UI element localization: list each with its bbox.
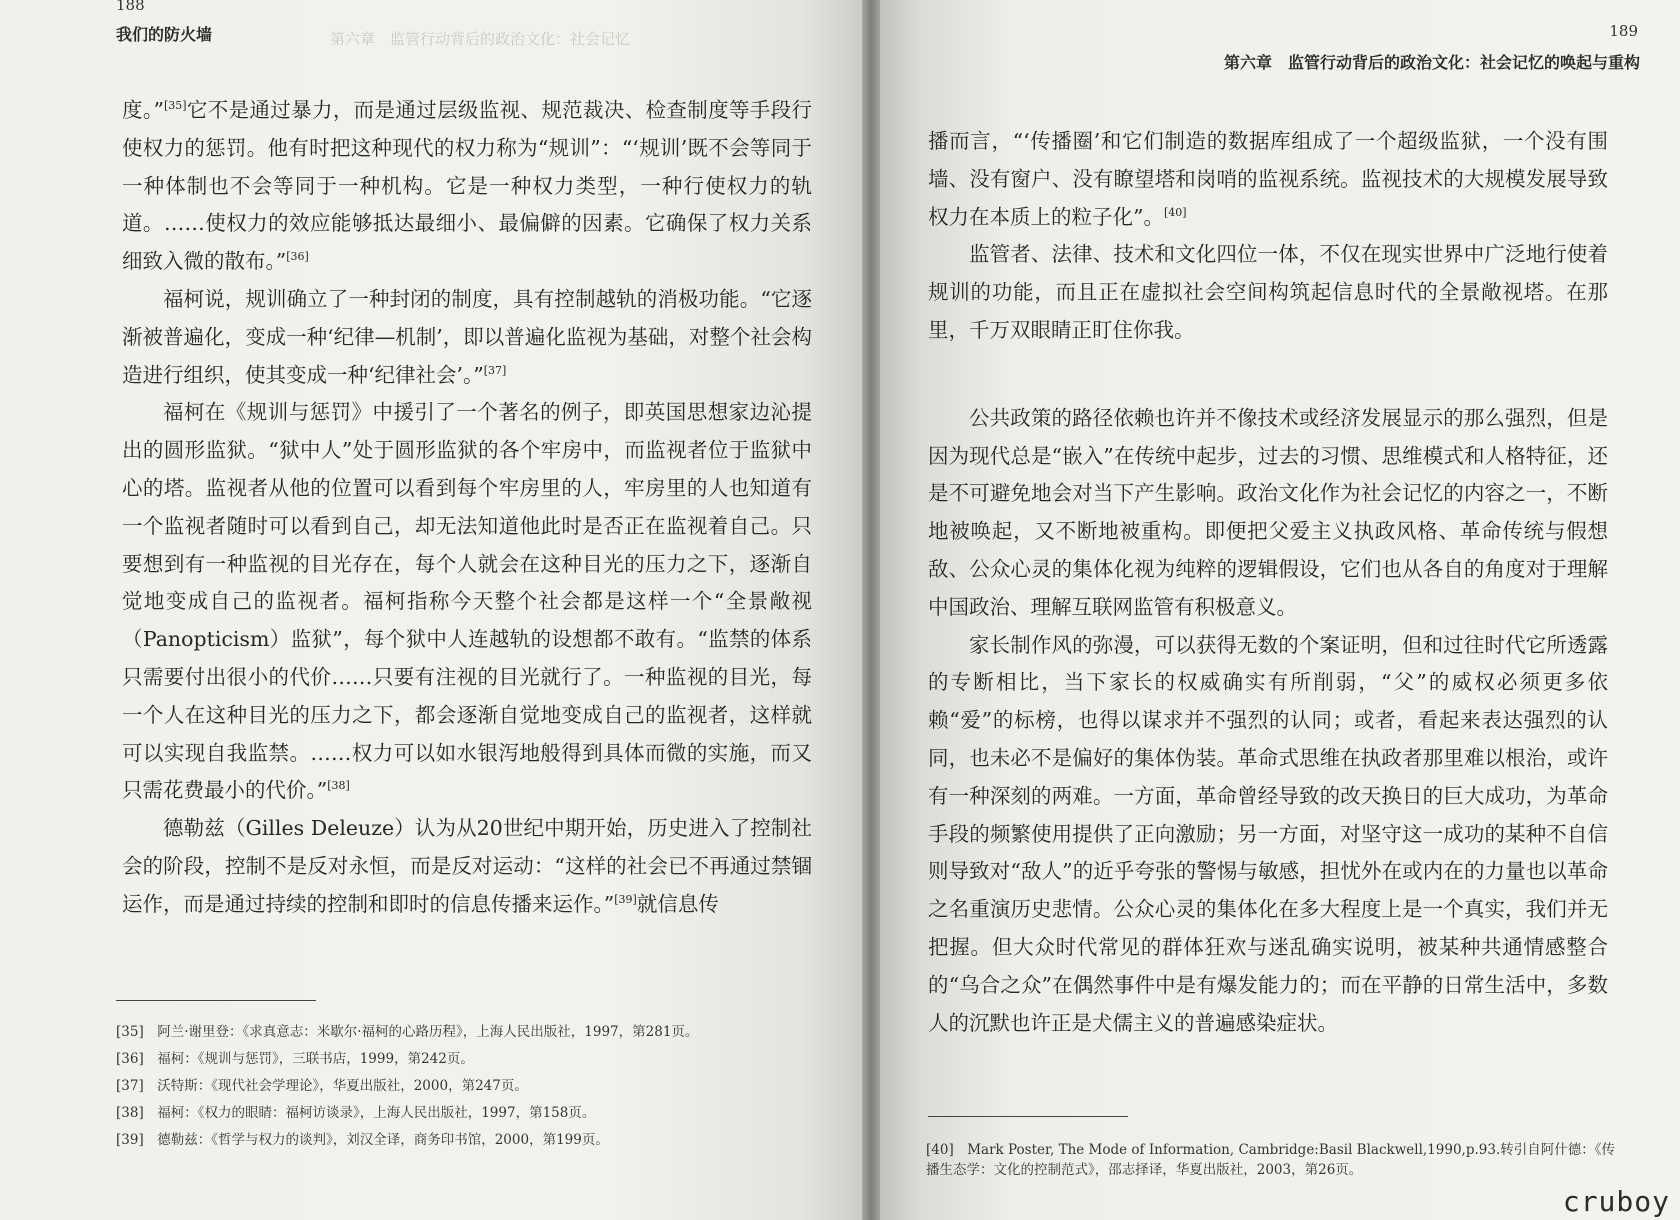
footnote-entry: [37] 沃特斯：《现代社会学理论》，华夏出版社，2000，第247页。 xyxy=(116,1078,528,1094)
left-page-number: 188 xyxy=(116,0,145,14)
body-paragraph xyxy=(928,123,1608,236)
footnote-entry: [40] Mark Poster, The Mode of Information, Cambridge:Basil Blackwell,1990,p.93.转引自阿什德：《传播生态学：文化的控制范式》，邵志择译，华夏出版社，2003，第26页。 xyxy=(926,1142,1615,1178)
book-spine xyxy=(862,0,880,1220)
footnote-entry: [38] 福柯：《权力的眼睛：福柯访谈录》，上海人民出版社，1997，第158页。 xyxy=(116,1105,596,1121)
paragraph-text: 度。” xyxy=(122,98,164,122)
section-gap xyxy=(928,350,1608,400)
footnote-divider xyxy=(116,1000,316,1001)
paragraph-text: 它不是通过暴力，而是通过层级监视、规范裁决、检查制度等手段行使权力的惩罚。他有时把这种现代的权力称为“规训”：“‘规训’既不会等同于一种体制也不会等同于一种机构。它是一种权力类型，一种行使权力的轨道。……使权力的效应能够抵达最细小、最偏僻的因素。它确保了权力关系细致入微的散布。” xyxy=(122,98,813,274)
left-body-text xyxy=(122,92,812,924)
paragraph-text: 公共政策的路径依赖也许并不像技术或经济发展显示的那么强烈，但是因为现代总是“嵌入”在传统中起步，过去的习惯、思维模式和人格特征，还是不可避免地会对当下产生影响。政治文化作为社会记忆的内容之一，不断地被唤起，又不断地被重构。即便把父爱主义执政风格、革命传统与假想敌、公众心灵的集体化视为纯粹的逻辑假设，它们也从各自的角度对于理解中国政治、理解互联网监管有积极意义。 xyxy=(928,405,1608,619)
body-paragraph xyxy=(122,394,812,810)
body-paragraph xyxy=(928,236,1608,349)
footnote-divider xyxy=(928,1116,1128,1117)
watermark: cruboy xyxy=(1562,1185,1670,1218)
body-paragraph xyxy=(928,627,1608,1043)
footnote-marker[interactable]: [39] xyxy=(614,892,637,906)
footnote-marker[interactable]: [38] xyxy=(327,779,350,793)
right-footnotes xyxy=(926,1140,1616,1187)
right-body-text xyxy=(928,123,1608,1042)
paragraph-text: 福柯在《规训与惩罚》中援引了一个著名的例子，即英国思想家边沁提出的圆形监狱。“狱中人”处于圆形监狱的各个牢房中，而监视者位于监狱中心的塔。监视者从他的位置可以看到每个牢房里的人，牢房里的人也知道有一个监视者随时可以看到自己，却无法知道他此时是否正在监视着自己。只要想到有一种监视的目光存在，每个人就会在这种目光的压力之下，逐渐自觉地变成自己的监视者。福柯指称今天整个社会都是这样一个“全景敞视（Panopticism）监狱”，每个狱中人连越轨的设想都不敢有。“监禁的体系只需要付出很小的代价……只要有注视的目光就行了。一种监视的目光，每一个人在这种目光的压力之下，都会逐渐自觉地变成自己的监视者，这样就可以实现自我监禁。……权力可以如水银泻地般得到具体而微的实施，而又只需花费最小的代价。” xyxy=(122,400,812,803)
footnote-entry: [36] 福柯：《规训与惩罚》，三联书店，1999，第242页。 xyxy=(116,1051,474,1067)
footnote-marker[interactable]: [36] xyxy=(286,250,309,264)
body-paragraph xyxy=(122,281,812,394)
paragraph-text: 监管者、法律、技术和文化四位一体，不仅在现实世界中广泛地行使着规训的功能，而且正在虚拟社会空间构筑起信息时代的全景敞视塔。在那里，千万双眼睛正盯住你我。 xyxy=(928,242,1608,342)
paragraph-text: 福柯说，规训确立了一种封闭的制度，具有控制越轨的消极功能。“它逐渐被普遍化，变成一种‘纪律—机制’，即以普遍化监视为基础，对整个社会构造进行组织，使其变成一种‘纪律社会’。” xyxy=(122,286,812,387)
body-paragraph xyxy=(122,810,812,923)
paragraph-text: 家长制作风的弥漫，可以获得无数的个案证明，但和过往时代它所透露的专断相比，当下家长的权威确实有所削弱，“父”的威权必须更多依赖“爱”的标榜，也得以谋求并不强烈的认同；或者，看起来表达强烈的认同，也未必不是偏好的集体伪装。革命式思维在执政者那里难以根治，或许有一种深刻的两难。一方面，革命曾经导致的改天换日的巨大成功，为革命手段的频繁使用提供了正向激励；另一方面，对坚守这一成功的某种不自信则导致对“敌人”的近乎夸张的警惕与敏感，担忧外在或内在的力量也以革命之名重演历史悲情。公众心灵的集体化在多大程度上是一个真实，我们并无把握。但大众时代常见的群体狂欢与迷乱确实说明，被某种共通情感整合的“乌合之众”在偶然事件中是有爆发能力的；而在平静的日常生活中，多数人的沉默也许正是犬儒主义的普遍感染症状。 xyxy=(928,632,1608,1035)
left-footnotes xyxy=(116,1022,806,1157)
paragraph-text: 就信息传 xyxy=(636,891,719,916)
paragraph-text: 德勒兹（Gilles Deleuze）认为从20世纪中期开始，历史进入了控制社会的阶段，控制不是反对永恒，而是反对运动：“这样的社会已不再通过禁锢运作，而是通过持续的控制和即时的信息传播来运作。” xyxy=(122,816,812,916)
footnote-entry: [35] 阿兰·谢里登：《求真意志：米歇尔·福柯的心路历程》，上海人民出版社，1997，第281页。 xyxy=(116,1024,699,1040)
body-paragraph xyxy=(122,92,812,281)
bleed-through-text: 第六章 监管行动背后的政治文化：社会记忆 xyxy=(330,30,631,48)
footnote-entry: [39] 德勒兹：《哲学与权力的谈判》，刘汉全译，商务印书馆，2000，第199页。 xyxy=(116,1132,609,1148)
paragraph-text: 播而言，“‘传播圈’和它们制造的数据库组成了一个超级监狱，一个没有围墙、没有窗户、没有瞭望塔和岗哨的监视系统。监视技术的大规模发展导致权力在本质上的粒子化”。 xyxy=(928,129,1608,229)
right-page-number: 189 xyxy=(1609,22,1638,40)
left-running-head: 我们的防火墙 xyxy=(116,25,213,44)
right-running-head: 第六章 监管行动背后的政治文化：社会记忆的唤起与重构 xyxy=(1223,53,1640,72)
footnote-marker[interactable]: [35] xyxy=(163,99,187,113)
body-paragraph xyxy=(928,400,1608,627)
footnote-marker[interactable]: [40] xyxy=(1163,205,1187,219)
footnote-marker[interactable]: [37] xyxy=(483,363,507,377)
